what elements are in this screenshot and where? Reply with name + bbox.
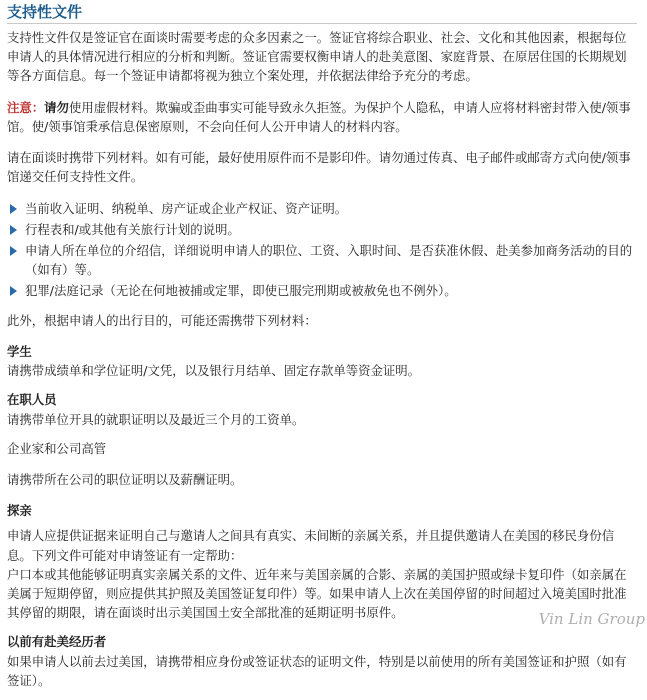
notice-paragraph bbox=[7, 98, 637, 136]
notice-bold: 请勿 bbox=[44, 99, 69, 115]
document-page bbox=[7, 0, 637, 700]
list-item-text: 当前收入证明、纳税单、房产证或企业产权证、资产证明。 bbox=[25, 200, 348, 216]
list-item bbox=[7, 281, 637, 300]
section-heading-prior-visits: 以前有赴美经历者 bbox=[7, 634, 107, 650]
required-docs-list bbox=[7, 199, 637, 301]
section-body-family-1: 申请人应提供证据来证明自己与邀请人之间具有真实、未间断的亲属关系，并且提供邀请人在美国的移民身份信息。下列文件可能对申请签证有一定帮助： bbox=[7, 528, 615, 563]
section-heading-student: 学生 bbox=[7, 343, 32, 359]
list-item-text: 行程表和/或其他有关旅行计划的说明。 bbox=[25, 221, 240, 237]
bullet-triangle-icon bbox=[10, 286, 17, 296]
list-item bbox=[7, 241, 637, 279]
bullet-triangle-icon bbox=[10, 225, 17, 235]
purpose-intro: 此外，根据申请人的出行目的，可能还需携带下列材料： bbox=[7, 312, 317, 328]
list-item-text: 犯罪/法庭记录（无论在何地被捕或定罪，即使已服完刑期或被赦免也不例外）。 bbox=[25, 283, 457, 299]
section-heading-employed: 在职人员 bbox=[7, 392, 57, 408]
bring-docs-paragraph: 请在面谈时携带下列材料。如有可能，最好使用原件而不是影印件。请勿通过传真、电子邮件或邮寄方式向使/领事馆递交任何支持性文件。 bbox=[7, 150, 631, 185]
section-body-student: 请携带成绩单和学位证明/文凭，以及银行月结单、固定存款单等资金证明。 bbox=[7, 363, 421, 379]
section-body-family-2: 户口本或其他能够证明真实亲属关系的文件、近年来与美国亲属的合影、亲属的美国护照或绿卡复印件（如亲属在美属于短期停留，则应提供其护照及美国签证复印件）等。如果申请人上次在美国停留的时间超过入境美国时批准其停留的期限，请在面谈时出示美国国土安全部批准的延期证明书原件。 bbox=[7, 566, 627, 621]
list-item bbox=[7, 199, 637, 218]
section-heading-business: 企业家和公司高管 bbox=[7, 440, 107, 456]
notice-label: 注意： bbox=[7, 99, 45, 115]
page-title: 支持性文件 bbox=[7, 2, 637, 24]
notice-text: 使用虚假材料。欺骗或歪曲事实可能导致永久拒签。为保护个人隐私，申请人应将材料密封带入使/领事馆。使/领事馆秉承信息保密原则，不会向任何人公开申请人的材料内容。 bbox=[7, 99, 631, 134]
section-body-prior-visits: 如果申请人以前去过美国，请携带相应身份或签证状态的证明文件，特别是以前使用的所有美国签证和护照（如有签证）。 bbox=[7, 653, 627, 688]
bullet-triangle-icon bbox=[10, 246, 17, 256]
watermark-logo: Vin Lin Group bbox=[538, 609, 645, 628]
section-heading-family: 探亲 bbox=[7, 503, 32, 519]
bullet-triangle-icon bbox=[10, 204, 17, 214]
section-body-employed: 请携带单位开具的就职证明以及最近三个月的工资单。 bbox=[7, 411, 305, 427]
list-item bbox=[7, 220, 637, 239]
list-item-text: 申请人所在单位的介绍信，详细说明申请人的职位、工资、入职时间、是否获准休假、赴美参加商务活动的目的（如有）等。 bbox=[25, 242, 633, 278]
intro-paragraph: 支持性文件仅是签证官在面谈时需要考虑的众多因素之一。签证官将综合职业、社会、文化和其他因素，根据每位申请人的具体情况进行相应的分析和判断。签证官需要权衡申请人的赴美意图、家庭背景、在原居住国的长期规划等各方面信息。每一个签证申请都将视为独立个案处理，并依据法律给予充分的考虑。 bbox=[7, 30, 627, 84]
section-body-business: 请携带所在公司的职位证明以及薪酬证明。 bbox=[7, 471, 243, 487]
